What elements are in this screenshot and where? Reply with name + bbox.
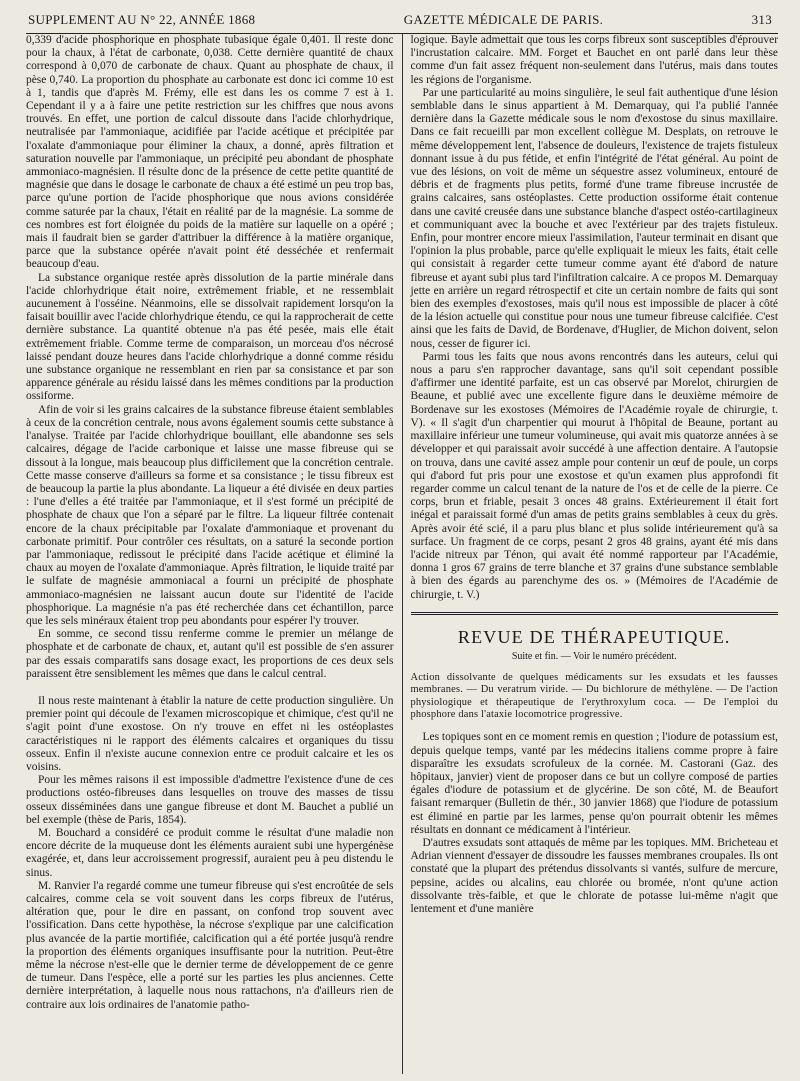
two-column-body xyxy=(26,34,778,1074)
page-number: 313 xyxy=(751,12,772,27)
section-subtitle: Suite et fin. — Voir le numéro précédent. xyxy=(511,650,677,662)
left-column xyxy=(26,34,402,1074)
section-summary: Action dissolvante de quelques médicaments sur les exsudats et les fausses membranes. — Du veratrum viride. — Du bichlorure de méthylène. — De l'action physiologique et thérapeutique de l'erythroxylum coca. — De l'emploi du phosphore dans l'ataxie locomotrice progressive. xyxy=(410,671,779,720)
paragraph: Parmi tous les faits que nous avons rencontrés dans les auteurs, celui qui nous a paru s'en rapprocher davantage, sans qu'il soit cependant possible d'affirmer une identité parfaite, est un cas observé par Morelot, chirurgien de Beaune, et publié avec une excellente figure dans le deuxième mémoire de Bordenave sur les exostoses (Mémoires de l'Académie royale de chirurgie, t. V). « Il s'agit d'un charpentier qui mourut à l'hôpital de Beaune, portant au maxillaire inférieur une tumeur volumineuse, qui avait mis quatorze années à se développer et qui paraissait avoir succédé à une affection dentaire. A l'autopsie on trouva, dans une cavité assez ample pour contenir un œuf de poule, un corps qui d'abord fut pris pour une exostose et qu'un examen plus approfondi fit regarder comme un calcul tenant de la nature de l'os et de celle de la pierre. Ce corps, brun et friable, pesait 3 onces 48 grains. Extérieurement il était fort inégal et paraissait formé d'un amas de petits grains semblables à ceux du grès. Après avoir été scié, il a paru plus blanc et plus solide intérieurement qu'à sa surface. Un fragment de ce corps, pesant 2 gros 48 grains, ayant été mis dans l'acide nitreux par Ténon, qui avait été nommé rapporteur par l'Académie, donna 1 gros 67 grains de terre blanche et 37 grains d'une substance semblable à bien des égards au parenchyme des os. » (Mémoires de l'Académie de chirurgie, t. V.) xyxy=(410,350,779,601)
paragraph: M. Bouchard a considéré ce produit comme le résultat d'une maladie non encore décrite de la muqueuse dont les éléments auraient subi une hypergénèse exagérée, et, dans leur accroissement progressif, auraient peu à peu distendu le sinus. xyxy=(26,826,394,879)
section-double-rule xyxy=(411,612,779,615)
section-title: REVUE DE THÉRAPEUTIQUE. xyxy=(457,626,731,647)
paragraph: En somme, ce second tissu renferme comme le premier un mélange de phosphate et de carbonate de chaux, et, autant qu'il est possible de s'en assurer par des essais comparatifs sans dosage exact, les proportions de ces deux sels paraissent être sensiblement les mêmes que dans le calcul central. xyxy=(26,628,394,680)
journal-title: GAZETTE MÉDICALE DE PARIS. xyxy=(403,12,604,27)
paragraph: Pour les mêmes raisons il est impossible d'admettre l'existence d'une de ces productions ostéo-fibreuses dans lesquelles on trouve des masses de tissu osseux disséminées dans une gangue fibreuse et dont M. Bauchet a publié un bel exemple (thèse de Paris, 1854). xyxy=(26,774,394,826)
running-header xyxy=(26,12,778,30)
section-gap xyxy=(26,681,394,695)
paragraph: Les topiques sont en ce moment remis en question ; l'iodure de potassium est, depuis quelque temps, vanté par les médecins italiens comme propre à faire disparaître les exsudats scrofuleux de la cornée. M. Castorani (Gaz. des hôpitaux, janvier) vient de proposer dans ce but un collyre composé de parties égales d'iodure de potassium et de glycérine. De son côté, M. de Beaufort faisant remarquer (Bulletin de thér., 30 janvier 1868) que l'iodure de potassium est éliminé en partie par les larmes, pense qu'on pourrait obtenir les mêmes résultats en donnant ce médicament à l'intérieur. xyxy=(410,731,779,836)
right-column xyxy=(403,34,779,1074)
paragraph: D'autres exsudats sont attaqués de même par les topiques. MM. Bricheteau et Adrian viennent d'essayer de dissoudre les fausses membranes croupales. Ils ont constaté que la plupart des prétendus dissolvants si vantés, sulfure de mercure, pepsine, acides ou alcalins, eau chlorée ou bromée, n'ont qu'une action dissolvante très-faible, et que le chlorate de potasse lui-même n'agit que lentement et d'une manière xyxy=(410,836,779,915)
paragraph: 0,339 d'acide phosphorique en phosphate tubasique égale 0,401. Il reste donc pour la chaux, à l'état de carbonate, 0,038. Cette dernière quantité de chaux correspond à 0,070 de carbonate de chaux. Quant au phosphate de chaux, il pèse 0,740. La proportion du phosphate au carbonate est donc ici comme 10 est à 1, tandis que d'après M. Frémy, elle est dans les os comme 7 est à 1. Cependant il y a à faire une petite restriction sur les chiffres que nous avons trouvés. En effet, une portion de calcul dissoute dans l'acide chlorhydrique, neutralisée par l'ammoniaque, acidifiée par l'acide acétique et précipitée par l'oxalate d'ammoniaque pour éliminer la chaux, a donné, après filtration et saturation nouvelle par l'ammoniaque, un précipité peu abondant de phosphate ammoniaco-magnésien. Il résulte donc de la présence de cette petite quantité de magnésie que dans le dosage le carbonate de chaux a été estimé un peu trop bas, parce qu'une portion de l'acide phosphorique que nous avions considérée comme saturée par la chaux, l'était en réalité par de la magnésie. La somme de ces nombres est fort éloignée du poids de la matière sur laquelle on a opéré ; mais il faudrait bien se garder d'attribuer la différence à la matière organique, parce que la substance opérée n'avait point été desséchée et renfermait beaucoup d'eau. xyxy=(26,34,394,271)
paragraph: M. Ranvier l'a regardé comme une tumeur fibreuse qui s'est encroûtée de sels calcaires, comme cela se voit souvent dans les corps fibreux de l'utérus, altération que, pour le dire en passant, on confond trop souvent avec l'ossification. Dans cette hypothèse, la nécrose s'explique par une calcification plus avancée de la partie mortifiée, calcification qui a été portée jusqu'à rendre la proportion des éléments organiques insuffisante pour la nutrition. Peut-être même la nécrose n'est-elle que le dernier terme de développement de ce genre de tumeur. Dans l'espèce, elle a porté sur les parties les plus anciennes. Cette dernière interprétation, à laquelle nous nous rattachons, n'a d'ailleurs rien de contraire aux lois ordinaires de l'anatomie patho- xyxy=(26,879,394,1011)
paragraph: La substance organique restée après dissolution de la partie minérale dans l'acide chlorhydrique était noire, extrêmement friable, et ne ressemblait aucunement à l'osséine. Néanmoins, elle se dissolvait rapidement lorsqu'on la faisait bouillir avec l'acide chlorhydrique étendu, ce qui la rapprocherait de cette dernière substance. La quantité obtenue n'a pas été pesée, mais elle était extrêmement friable. Comme terme de comparaison, un morceau d'os nécrosé laissé pendant douze heures dans l'acide chlorhydrique a donné comme résidu une substance organique ne ressemblant en rien par sa consistance et par son apparence générale au résidu laissé dans les mêmes conditions par la production ossiforme. xyxy=(26,271,394,403)
paragraph: logique. Bayle admettait que tous les corps fibreux sont susceptibles d'éprouver l'incrustation calcaire. MM. Forget et Bauchet en ont parlé dans leur thèse comme d'un fait assez fréquent non-seulement dans l'utérus, mais dans toutes les régions de l'organisme. xyxy=(410,34,779,86)
supplement-label: SUPPLEMENT AU N° 22, ANNÉE 1868 xyxy=(28,12,256,27)
paragraph: Il nous reste maintenant à établir la nature de cette production singulière. Un premier point qui découle de l'examen microscopique et chimique, c'est qu'il ne s'agit point d'une exostose. On n'y trouve en effet ni les ostéoplastes caractéristiques ni le rapport des éléments calcaires et organiques du tissu osseux. Enfin il n'existe aucune connexion entre ce produit calcaire et les os voisins. xyxy=(26,694,394,773)
paragraph: Par une particularité au moins singulière, le seul fait authentique d'une lésion semblable dans le sinus appartient à M. Demarquay, qui l'a publié l'année dernière dans la Gazette médicale sous le nom d'exostose du sinus maxillaire. Dans ce fait recueilli par mon excellent collègue M. Desplats, on retrouve le même développement lent, l'absence de douleurs, l'existence de trajets fistuleux donnant issue à du pus fétide, et enfin l'intégrité de l'état général. Au point de vue des lésions, on voit de même un séquestre assez volumineux, entouré de débris et de fragments plus petits, formé d'une trame fibreuse incrustée de grains calcaires, sans ostéoplastes. Cette production ossiforme était contenue dans une cavité creusée dans une substance blanche d'aspect ostéo-cartilagineux et communiquant avec la bouche et avec l'extérieur par des trajets fistuleux. Enfin, pour montrer encore mieux l'assimilation, l'auteur terminait en disant que l'opinion la plus probable, parce qu'elle expliquait le mieux les faits, était celle qui consistait à regarder cette tumeur comme ayant été d'abord de nature fibreuse et ayant subi plus tard l'infiltration calcaire. A ce propos M. Demarquay jette en arrière un regard rétrospectif et cite un certain nombre de faits qui sont bien des exemples d'exostoses, mais qu'il nous est impossible de placer à côté de la lésion actuelle qui constitue pour nous une tumeur fibreuse calcifiée. C'est ainsi que les faits de David, de Bordenave, d'Huglier, de Michon doivent, selon nous, cesser de figurer ici. xyxy=(410,86,779,350)
paragraph: Afin de voir si les grains calcaires de la substance fibreuse étaient semblables à ceux de la concrétion centrale, nous avons également soumis cette substance à l'analyse. Traitée par l'acide chlorhydrique bouillant, elle abandonne ses sels calcaires, dégage de l'acide carbonique et laisse une masse fibreuse qui se dissout à la longue, mais beaucoup plus difficilement que la concrétion centrale. Cette masse conserve d'ailleurs sa forme et sa consistance ; le tissu fibreux est de beaucoup la partie la plus abondante. La liqueur a été divisée en deux parties : l'une d'elles a été traitée par l'ammoniaque, et il s'est formé un précipité de phosphate de chaux que l'on a séparé par le filtre. La liqueur filtrée contenait encore de la chaux précipitable par l'oxalate d'ammoniaque et provenant du carbonate primitif. Pour contrôler ces résultats, on a saturé la seconde portion par l'ammoniaque, redissout le précipité dans l'acide acétique et éliminé la chaux au moyen de l'oxalate d'ammoniaque. Après filtration, le liquide traité par le sulfate de magnésie ammoniacal a fourni un précipité de phosphate ammoniaco-magnésien ne laissant aucun doute sur l'identité de l'acide phosphorique. La magnésie n'a pas été recherchée dans cet échantillon, parce que les sels minéraux étaient trop peu abondants pour espérer l'y trouver. xyxy=(26,403,394,627)
